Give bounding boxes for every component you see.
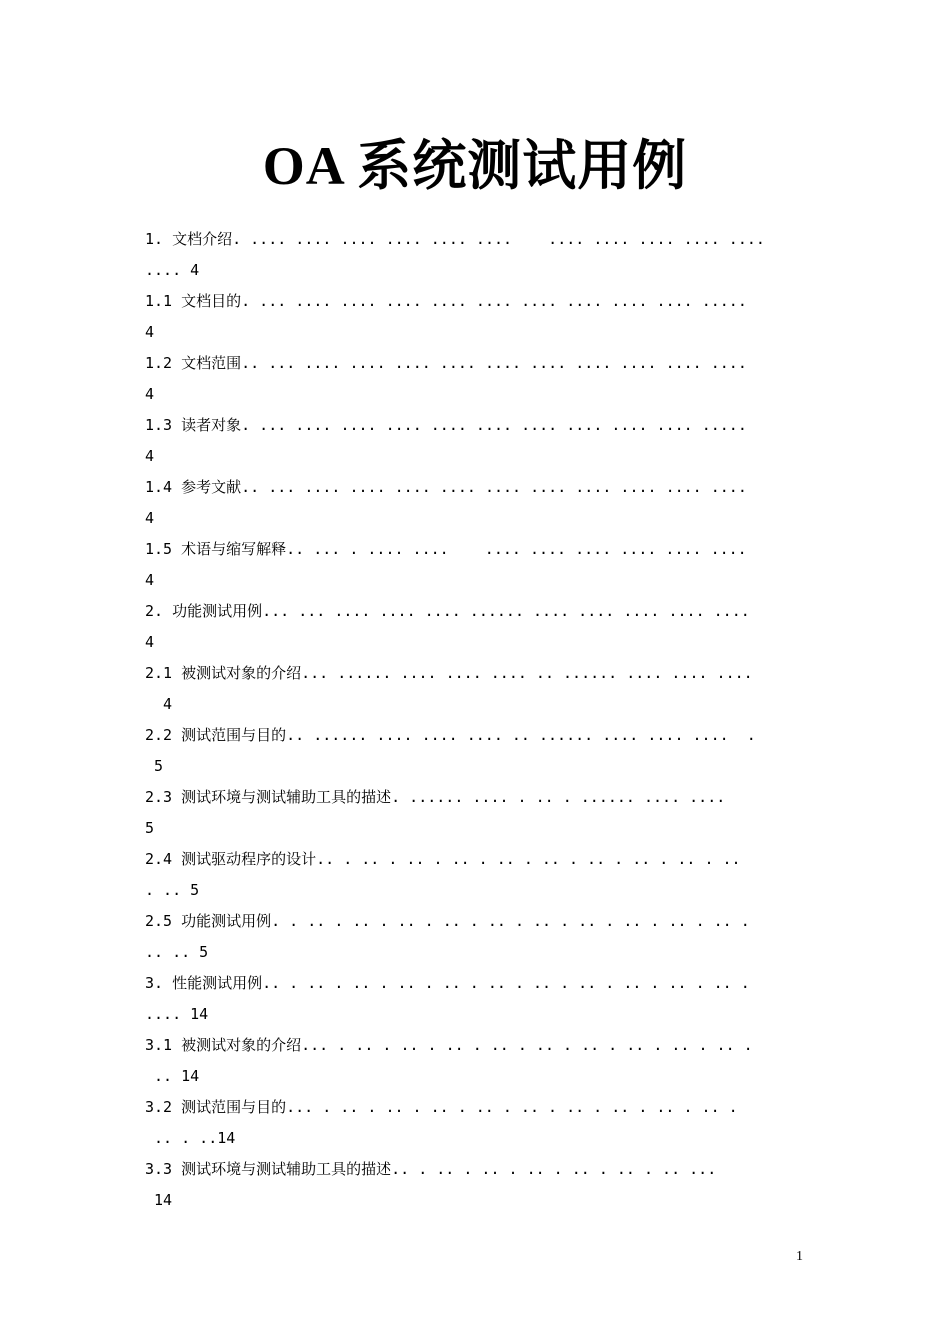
toc-entry-page: 4	[145, 571, 155, 589]
toc-entry-text: 2.4 测试驱动程序的设计.. . .. . .. . .. . .. . .. . .. . .. . .. . ..	[145, 850, 741, 868]
toc-entry-text: 1.1 文档目的. ... .... .... .... .... .... .... .... .... .... .....	[145, 292, 747, 310]
toc-entry-2-3[interactable]	[145, 782, 815, 844]
toc-entry-page: 4	[145, 385, 155, 403]
page-number: 1	[796, 1249, 803, 1264]
toc-entry-page: .. 14	[145, 1067, 200, 1085]
toc-entry-page: .... 4	[145, 261, 200, 279]
toc-entry-1-1[interactable]	[145, 286, 815, 348]
toc-entry-text: 2.2 测试范围与目的.. ...... .... .... .... .. ...... .... .... .... .	[145, 726, 756, 744]
document-title: OA 系统测试用例	[262, 136, 688, 196]
toc-entry-1-4[interactable]	[145, 472, 815, 534]
toc-entry-2-2[interactable]	[145, 720, 815, 782]
table-of-contents	[145, 224, 815, 1216]
toc-entry-text: 1. 文档介绍. .... .... .... .... .... .... .... .... .... .... ....	[145, 230, 765, 248]
toc-entry-text: 2.1 被测试对象的介绍... ...... .... .... .... .. ...... .... .... ....	[145, 664, 753, 682]
toc-entry-text: 1.2 文档范围.. ... .... .... .... .... .... .... .... .... .... ....	[145, 354, 747, 372]
toc-entry-3-1[interactable]	[145, 1030, 815, 1092]
toc-entry-3-2[interactable]	[145, 1092, 815, 1154]
toc-entry-text: 2.5 功能测试用例. . .. . .. . .. . .. . .. . .. . .. . .. . .. . .. .	[145, 912, 750, 930]
toc-entry-2-1[interactable]	[145, 658, 815, 720]
toc-entry-text: 2. 功能测试用例... ... .... .... .... ...... .... .... .... .... ....	[145, 602, 750, 620]
toc-entry-text: 1.5 术语与缩写解释.. ... . .... .... .... .... .... .... .... ....	[145, 540, 747, 558]
toc-entry-text: 2.3 测试环境与测试辅助工具的描述. ...... .... . .. . ...... .... ....	[145, 788, 726, 806]
toc-entry-2-4[interactable]	[145, 844, 815, 906]
toc-entry-1-2[interactable]	[145, 348, 815, 410]
toc-entry-1[interactable]	[145, 224, 815, 286]
toc-entry-2[interactable]	[145, 596, 815, 658]
toc-entry-text: 3.3 测试环境与测试辅助工具的描述.. . .. . .. . .. . .. . .. . .. ...	[145, 1160, 717, 1178]
toc-entry-page: 4	[145, 447, 155, 465]
toc-entry-page: 5	[145, 819, 155, 837]
toc-entry-1-3[interactable]	[145, 410, 815, 472]
toc-entry-page: 4	[145, 695, 173, 713]
toc-entry-1-5[interactable]	[145, 534, 815, 596]
toc-entry-text: 3. 性能测试用例.. . .. . .. . .. . .. . .. . .. . .. . .. . .. . .. .	[145, 974, 750, 992]
toc-entry-2-5[interactable]	[145, 906, 815, 968]
toc-entry-page: 5	[145, 757, 164, 775]
toc-entry-text: 3.1 被测试对象的介绍... . .. . .. . .. . .. . .. . .. . .. . .. . .. .	[145, 1036, 753, 1054]
toc-entry-text: 3.2 测试范围与目的... . .. . .. . .. . .. . .. . .. . .. . .. . .. .	[145, 1098, 738, 1116]
toc-entry-text: 1.4 参考文献.. ... .... .... .... .... .... .... .... .... .... ....	[145, 478, 747, 496]
toc-entry-3-3[interactable]	[145, 1154, 815, 1216]
toc-entry-page: .. .. 5	[145, 943, 209, 961]
toc-entry-text: 1.3 读者对象. ... .... .... .... .... .... .... .... .... .... .....	[145, 416, 747, 434]
toc-entry-page: 4	[145, 633, 155, 651]
toc-entry-page: 4	[145, 509, 155, 527]
toc-entry-page: .. . ..14	[145, 1129, 236, 1147]
toc-entry-page: 14	[145, 1191, 173, 1209]
toc-entry-page: . .. 5	[145, 881, 200, 899]
toc-entry-page: 4	[145, 323, 155, 341]
toc-entry-page: .... 14	[145, 1005, 209, 1023]
toc-entry-3[interactable]	[145, 968, 815, 1030]
